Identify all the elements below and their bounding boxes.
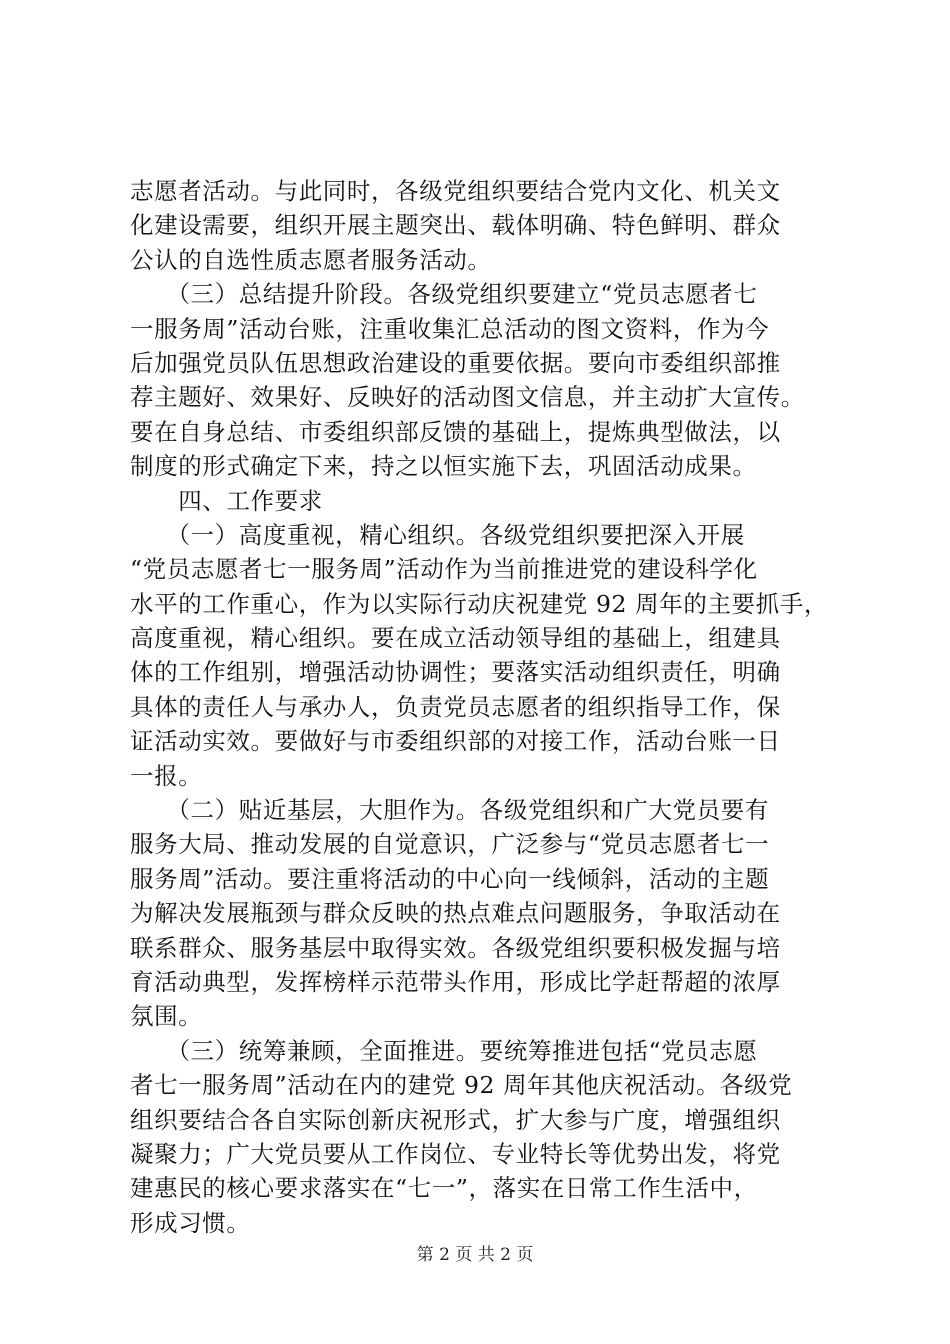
text-line: 荐主题好、效果好、反映好的活动图文信息，并主动扩大宣传。 — [130, 383, 805, 412]
text-line: （二）贴近基层，大胆作为。各级党组织和广大党员要有 — [130, 796, 769, 825]
text-line: 化建设需要，组织开展主题突出、载体明确、特色鲜明、群众 — [130, 211, 781, 240]
text-line: 后加强党员队伍思想政治建设的重要依据。要向市委组织部推 — [130, 348, 781, 377]
text-line: “党员志愿者七一服务周”活动作为当前推进党的建设科学化 — [130, 555, 758, 584]
text-line: （一）高度重视，精心组织。各级党组织要把深入开展 — [130, 520, 745, 549]
text-line: 凝聚力；广大党员要从工作岗位、专业特长等优势出发，将党 — [130, 1139, 781, 1168]
text-line: 志愿者活动。与此同时，各级党组织要结合党内文化、机关文 — [130, 177, 781, 205]
text-line: 服务大局、推动发展的自觉意识，广泛参与“党员志愿者七一 — [130, 830, 770, 859]
text-line: 育活动典型，发挥榜样示范带头作用，形成比学赶帮超的浓厚 — [130, 967, 781, 996]
text-line: 一服务周”活动台账，注重收集汇总活动的图文资料，作为今 — [130, 314, 770, 343]
text-line: 制度的形式确定下来，持之以恒实施下去，巩固活动成果。 — [130, 452, 757, 481]
text-line: 氛围。 — [130, 1002, 203, 1031]
text-line: 体的工作组别，增强活动协调性；要落实活动组织责任，明确 — [130, 658, 781, 687]
text-line: 建惠民的核心要求落实在“七一”，落实在日常工作生活中， — [130, 1174, 758, 1203]
text-line: （三）统筹兼顾，全面推进。要统筹推进包括“党员志愿 — [130, 1036, 758, 1065]
text-line: 者七一服务周”活动在内的建党 92 周年其他庆祝活动。各级党 — [130, 1071, 793, 1100]
text-line: 要在自身总结、市委组织部反馈的基础上，提炼典型做法，以 — [130, 417, 781, 446]
text-line: 具体的责任人与承办人，负责党员志愿者的组织指导工作，保 — [130, 692, 781, 721]
text-line: 四、工作要求 — [130, 486, 323, 515]
text-line: 服务周”活动。要注重将活动的中心向一线倾斜，活动的主题 — [130, 864, 770, 893]
text-line: 证活动实效。要做好与市委组织部的对接工作，活动台账一日 — [130, 727, 781, 756]
text-line: 为解决发展瓶颈与群众反映的热点难点问题服务，争取活动在 — [130, 899, 781, 928]
text-line: 组织要结合各自实际创新庆祝形式，扩大参与广度，增强组织 — [130, 1105, 781, 1134]
text-line: 公认的自选性质志愿者服务活动。 — [130, 245, 492, 274]
text-line: 高度重视，精心组织。要在成立活动领导组的基础上，组建具 — [130, 624, 781, 653]
text-line: 联系群众、服务基层中取得实效。各级党组织要积极发掘与培 — [130, 933, 781, 962]
text-line: 水平的工作重心，作为以实际行动庆祝建党 92 周年的主要抓手， — [130, 589, 828, 618]
text-line: 形成习惯。 — [130, 1208, 251, 1237]
text-line: 一报。 — [130, 761, 203, 790]
text-line: （三）总结提升阶段。各级党组织要建立“党员志愿者七 — [130, 280, 758, 309]
document-body — [130, 174, 845, 1240]
page-footer: 第 2 页 共 2 页 — [416, 1245, 534, 1265]
